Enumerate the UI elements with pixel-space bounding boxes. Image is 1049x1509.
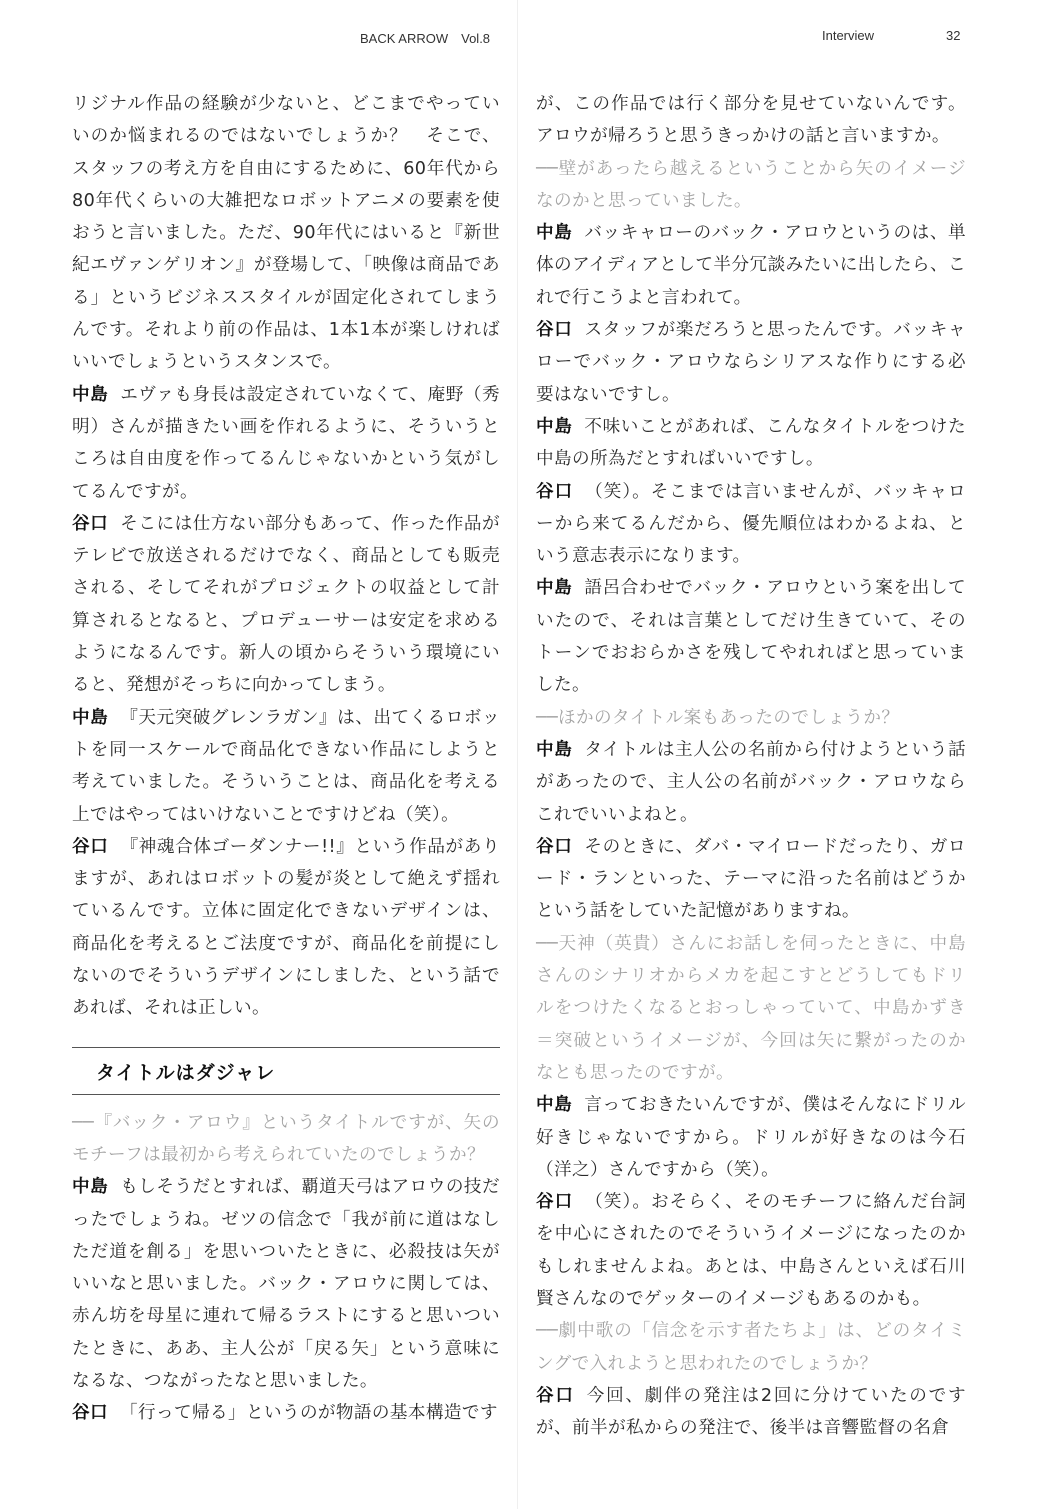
dialogue-paragraph bbox=[536, 1089, 966, 1186]
speaker-label: 谷口 bbox=[536, 1385, 575, 1406]
dialogue-paragraph bbox=[536, 476, 966, 573]
right-column bbox=[536, 88, 966, 1444]
speaker-label: 中島 bbox=[72, 384, 109, 405]
section-label: Interview bbox=[822, 28, 875, 43]
interviewer-question: ──劇中歌の「信念を示す者たちよ」は、どのタイミングで入れようと思われたのでしょうか？ bbox=[536, 1321, 966, 1374]
dialogue-block-1 bbox=[72, 379, 500, 1025]
dialogue-text: もしそうだとすれば、覇道天弓はアロウの技だったでしょうね。ゼツの信念で「我が前に道はなし ただ道を創る」を思いついたときに、必殺技は矢がいいなと思いました。バック・アロウに関しては、赤ん坊を母星に連れて帰るラストにすると思いついたときに、ああ、主人公が「戻る矢」という意味になるな、つながったなと思いました。 bbox=[72, 1177, 518, 1391]
interviewer-question: ──ほかのタイトル案もあったのでしょうか？ bbox=[536, 707, 900, 728]
speaker-label: 谷口 bbox=[72, 1403, 108, 1424]
speaker-label: 谷口 bbox=[536, 481, 574, 502]
speaker-label: 谷口 bbox=[536, 1192, 574, 1213]
speaker-label: 谷口 bbox=[536, 320, 573, 341]
dialogue-text: 『天元突破グレンラガン』は、出てくるロボットを同一スケールで商品化できない作品にしようと考えていました。そういうことは、商品化を考える上ではやってはいけないことですけどね（笑）。 bbox=[72, 707, 500, 825]
speaker-label: 中島 bbox=[536, 223, 573, 244]
dialogue-paragraph bbox=[72, 379, 500, 508]
dialogue-block-2 bbox=[72, 1171, 518, 1429]
interviewer-question: ──天神（英貴）さんにお話しを伺ったときに、中島さんのシナリオからメカを起こすとどうしてもドリルをつけたくなるとおっしゃっていて、中島かずき＝突破というイメージが、今回は矢に繋がったのかなとも思ったのですが。 bbox=[536, 933, 966, 1083]
page-gutter bbox=[517, 0, 518, 1509]
left-column bbox=[72, 88, 518, 1430]
dialogue-text: 今回、劇伴の発注は2回に分けていたのですが、前半が私からの発注で、後半は音響監督の名倉 bbox=[536, 1385, 966, 1439]
dialogue-text: （笑）。そこまでは言いませんが、バッキャローから来てるんだから、優先順位はわかるよね、という意志表示になります。 bbox=[536, 481, 966, 567]
dialogue-text: エヴァも身長は設定されていなくて、庵野（秀明）さんが描きたい画を作れるように、そういうところは自由度を作ってるんじゃないかという気がしてるんですが。 bbox=[72, 384, 500, 502]
magazine-title: BACK ARROW Vol.8 bbox=[360, 31, 491, 46]
dialogue-text: そこには仕方ない部分もあって、作った作品がテレビで放送されるだけでなく、商品としても販売される、そしてそれがプロジェクトの収益として計算されるとなると、プロデューサーは安定を求めるようになるんです。新人の頃からそういう環境にいると、発想がそっちに向かってしまう。 bbox=[72, 513, 500, 696]
speaker-label: 谷口 bbox=[536, 836, 573, 857]
intro-paragraph: リジナル作品の経験が少ないと、どこまでやっていいのか悩まれるのではないでしょうか？ そこで、スタッフの考え方を自由にするために、60年代から80年代くらいの大雑把なロボットアニメの要素を使おうと言いました。ただ、90年代にはいると『新世紀エヴァンゲリオン』が登場して、「映像は商品である」というビジネススタイルが固定化されてしまうんです。それより前の作品は、1本1本が楽しければいいでしょうというスタンスで。 bbox=[72, 94, 500, 373]
dialogue-paragraph bbox=[536, 1380, 966, 1445]
speaker-label: 中島 bbox=[536, 739, 573, 760]
dialogue-paragraph bbox=[72, 831, 500, 1025]
dialogue-block-3 bbox=[536, 217, 966, 701]
dialogue-block-4 bbox=[536, 734, 966, 928]
dialogue-block-6 bbox=[536, 1380, 966, 1445]
dialogue-block-5 bbox=[536, 1089, 966, 1315]
dialogue-text: 不味いことがあれば、こんなタイトルをつけた中島の所為だとすればいいですし。 bbox=[536, 416, 966, 470]
dialogue-text: そのときに、ダバ・マイロードだったり、ガロード・ランといった、テーマに沿った名前はどうかという話をしていた記憶がありますね。 bbox=[536, 836, 966, 922]
dialogue-paragraph bbox=[536, 314, 966, 411]
speaker-label: 中島 bbox=[536, 578, 573, 599]
continued-paragraph: が、この作品では行く部分を見せていないんです。アロウが帰ろうと思うきっかけの話と言いますか。 bbox=[536, 94, 966, 147]
dialogue-paragraph bbox=[536, 217, 966, 314]
page-number: 32 bbox=[946, 28, 961, 43]
speaker-label: 中島 bbox=[72, 1177, 109, 1198]
dialogue-paragraph bbox=[536, 734, 966, 831]
dialogue-text: バッキャローのバック・アロウというのは、単体のアイディアとして半分冗談みたいに出したら、これで行こうよと言われて。 bbox=[536, 223, 966, 308]
speaker-label: 谷口 bbox=[72, 836, 109, 857]
speaker-label: 中島 bbox=[536, 416, 573, 437]
dialogue-text: 『神魂合体ゴーダンナー!!』という作品がありますが、あれはロボットの髪が炎として絶えず揺れているんです。立体に固定化できないデザインは、商品化を考えるとご法度ですが、商品化を前提にしないのでそういうデザインにしました、という話であれば、それは正しい。 bbox=[72, 836, 500, 1019]
dialogue-paragraph bbox=[72, 1397, 500, 1429]
interviewer-question: ──『バック・アロウ』というタイトルですが、矢のモチーフは最初から考えられていたのでしょうか？ bbox=[72, 1112, 500, 1165]
dialogue-paragraph bbox=[536, 831, 966, 928]
page-header bbox=[0, 28, 1049, 48]
speaker-label: 中島 bbox=[536, 1095, 573, 1116]
dialogue-paragraph bbox=[536, 411, 966, 476]
dialogue-paragraph bbox=[536, 572, 966, 701]
dialogue-paragraph bbox=[72, 1171, 518, 1397]
dialogue-text: 語呂合わせでバック・アロウという案を出していたので、それは言葉としてだけ生きていて、そのトーンでおおらかさを残してやれればと思っていました。 bbox=[536, 578, 966, 696]
dialogue-text: 言っておきたいんですが、僕はそんなにドリル好きじゃないですから。ドリルが好きなのは今石（洋之）さんですから（笑）。 bbox=[536, 1095, 966, 1180]
dialogue-paragraph bbox=[72, 508, 500, 702]
interviewer-question: ──壁があったら越えるということから矢のイメージなのかと思っていました。 bbox=[536, 158, 966, 211]
speaker-label: 谷口 bbox=[72, 513, 109, 534]
dialogue-paragraph bbox=[72, 702, 500, 831]
dialogue-text: スタッフが楽だろうと思ったんです。バッキャローでバック・アロウならシリアスな作りにする必要はないですし。 bbox=[536, 320, 966, 405]
dialogue-text: タイトルは主人公の名前から付けようという話があったので、主人公の名前がバック・アロウならこれでいいよねと。 bbox=[536, 739, 966, 825]
section-heading-box bbox=[72, 1047, 500, 1095]
dialogue-text: 「行って帰る」というのが物語の基本構造です bbox=[120, 1403, 498, 1424]
section-title: タイトルはダジャレ bbox=[96, 1061, 276, 1084]
dialogue-paragraph bbox=[536, 1186, 966, 1315]
speaker-label: 中島 bbox=[72, 707, 109, 728]
dialogue-text: （笑）。おそらく、そのモチーフに絡んだ台詞を中心にされたのでそういうイメージになったのかもしれませんよね。あとは、中島さんといえば石川賢さんなのでゲッターのイメージもあるのかも。 bbox=[536, 1192, 966, 1309]
